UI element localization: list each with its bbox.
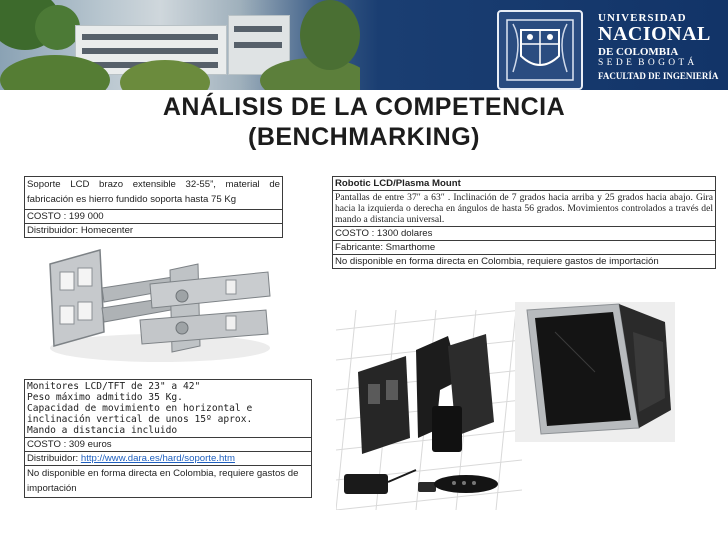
dara-spec-remote: Mando a distancia incluido — [27, 425, 178, 437]
robotic-description: Pantallas de entre 37″ a 63″ . Inclinación de 7 grados hacia arriba y 25 grados hacia abajo. Gira hacia la izquierda o derecha en ángulos de hasta 56 grados. Movimientos controlados a través del mando a distancia universal. — [333, 191, 716, 227]
dara-product-table — [24, 379, 312, 498]
dara-cost: COSTO : 309 euros — [25, 438, 312, 452]
university-name-1: UNIVERSIDAD — [598, 12, 687, 24]
university-campus: S E D E B O G O T Á — [598, 58, 695, 68]
university-seal-icon — [497, 10, 583, 90]
slide-title — [0, 92, 728, 152]
title-line-1: ANÁLISIS DE LA COMPETENCIA — [162, 93, 566, 121]
robotic-cost: COSTO : 1300 dolares — [333, 227, 716, 241]
homecenter-distributor: Distribuidor: Homecenter — [25, 223, 283, 237]
articulated-bracket-image — [30, 236, 280, 374]
robotic-mount-parts-image — [336, 310, 522, 510]
title-line-2: (BENCHMARKING) — [248, 123, 480, 151]
robotic-mount-table — [332, 176, 716, 269]
homecenter-description: Soporte LCD brazo extensible 32-55”, material de fabricación es hierro fundido soporta hasta 75 Kg — [25, 177, 283, 210]
flat-screen-mount-image — [515, 302, 675, 442]
robotic-name: Robotic LCD/Plasma Mount — [333, 177, 716, 191]
dara-spec-weight: Peso máximo admitido 35 Kg. — [27, 392, 183, 404]
robotic-availability: No disponible en forma directa en Colombia, requiere gastos de importación — [333, 255, 716, 269]
dara-distributor — [25, 452, 312, 466]
faculty-name: FACULTAD DE INGENIERÍA — [598, 71, 719, 81]
university-name-2: NACIONAL — [598, 23, 711, 45]
header-banner — [0, 0, 728, 90]
dara-spec-movement: Capacidad de movimiento en horizontal e inclinación vertical de unos 15º aprox. — [27, 403, 253, 426]
campus-photo — [0, 0, 360, 90]
dara-distributor-link[interactable]: http://www.dara.es/hard/soporte.htm — [80, 453, 235, 465]
dara-specs — [25, 380, 312, 438]
dara-distributor-label: Distribuidor: — [27, 453, 81, 465]
university-name-3: DE COLOMBIA — [598, 46, 679, 58]
homecenter-cost: COSTO : 199 000 — [25, 209, 283, 223]
homecenter-product-table — [24, 176, 283, 238]
dara-availability: No disponible en forma directa en Colombia, requiere gastos de importación — [25, 466, 312, 498]
robotic-manufacturer: Fabricante: Smarthome — [333, 241, 716, 255]
dara-spec-size: Monitores LCD/TFT de 23" a 42" — [27, 381, 201, 392]
